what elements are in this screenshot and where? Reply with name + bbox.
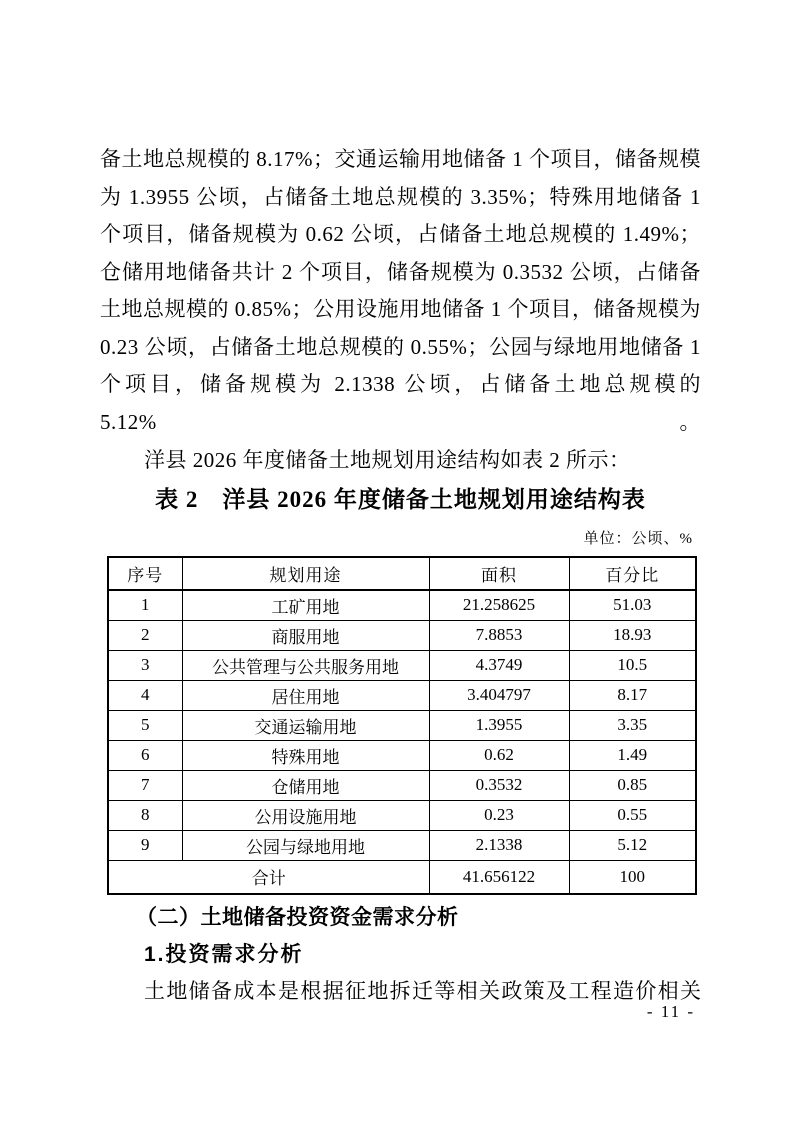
table-cell: 3.404797	[429, 680, 569, 710]
table-row	[108, 650, 696, 680]
page-number: - 11 -	[646, 1002, 696, 1021]
table-cell: 8	[108, 800, 182, 830]
table-cell: 商服用地	[182, 620, 429, 650]
table-header-cell: 规划用途	[182, 557, 429, 590]
table-cell: 8.17	[569, 680, 696, 710]
table-row	[108, 680, 696, 710]
table-total-row	[108, 860, 696, 894]
table-cell: 1.49	[569, 740, 696, 770]
table-cell: 0.23	[429, 800, 569, 830]
body-text-line: 0.23 公顷，占储备土地总规模的 0.55%；公园与绿地用地储备 1	[100, 334, 701, 359]
body-text-line: 土地总规模的 0.85%；公用设施用地储备 1 个项目，储备规模为	[100, 297, 701, 321]
table-cell: 3.35	[569, 710, 696, 740]
table-cell: 51.03	[569, 590, 696, 620]
table-cell: 0.85	[569, 770, 696, 800]
table-row	[108, 710, 696, 740]
section-heading-level2: （二）土地储备投资资金需求分析	[136, 905, 459, 929]
body-text-line: 仓储用地储备共计 2 个项目，储备规模为 0.3532 公顷，占储备	[100, 259, 701, 284]
table-intro-line: 洋县 2026 年度储备土地规划用途结构如表 2 所示：	[144, 448, 631, 472]
body-text-line: 备土地总规模的 8.17%；交通运输用地储备 1 个项目，储备规模	[100, 147, 701, 171]
table-unit-note: 单位：公顷、%	[583, 531, 693, 547]
table-cell: 2.1338	[429, 830, 569, 860]
table-row	[108, 620, 696, 650]
table-row	[108, 740, 696, 770]
body-paragraph	[100, 141, 701, 441]
table-cell: 6	[108, 740, 182, 770]
table-cell: 7	[108, 770, 182, 800]
table-cell: 特殊用地	[182, 740, 429, 770]
table-cell: 18.93	[569, 620, 696, 650]
table-row	[108, 590, 696, 620]
table-cell: 5.12	[569, 830, 696, 860]
body-text-line: 土地储备成本是根据征地拆迁等相关政策及工程造价相关	[144, 979, 701, 1003]
body-text-line: 个项目，储备规模为 0.62 公顷，占储备土地总规模的 1.49%；	[100, 222, 701, 246]
table-cell: 10.5	[569, 650, 696, 680]
table-row	[108, 557, 696, 590]
table-cell: 公用设施用地	[182, 800, 429, 830]
table-cell: 仓储用地	[182, 770, 429, 800]
body-text-line: 为 1.3955 公顷，占储备土地总规模的 3.35%；特殊用地储备 1	[100, 184, 701, 209]
table-body	[108, 590, 696, 894]
table-cell: 7.8853	[429, 620, 569, 650]
table-cell: 公共管理与公共服务用地	[182, 650, 429, 680]
table-header-cell: 百分比	[569, 557, 696, 590]
table-cell: 0.55	[569, 800, 696, 830]
table-header-cell: 面积	[429, 557, 569, 590]
table-row	[108, 800, 696, 830]
table-cell: 居住用地	[182, 680, 429, 710]
table-cell: 1	[108, 590, 182, 620]
table-cell: 0.3532	[429, 770, 569, 800]
table-cell: 交通运输用地	[182, 710, 429, 740]
table-cell: 工矿用地	[182, 590, 429, 620]
table-total-label: 合计	[108, 860, 429, 894]
table-header-row	[108, 557, 696, 590]
table-title: 表 2 洋县 2026 年度储备土地规划用途结构表	[155, 487, 646, 512]
section-heading-level3: 1.投资需求分析	[144, 943, 304, 966]
table-cell: 3	[108, 650, 182, 680]
table-cell: 5	[108, 710, 182, 740]
table-cell: 公园与绿地用地	[182, 830, 429, 860]
table-cell: 4	[108, 680, 182, 710]
table-row	[108, 770, 696, 800]
table-header-cell: 序号	[108, 557, 182, 590]
table-cell: 1.3955	[429, 710, 569, 740]
table-cell: 2	[108, 620, 182, 650]
table-cell: 4.3749	[429, 650, 569, 680]
table-cell: 21.258625	[429, 590, 569, 620]
body-text-line: 个项目，储备规模为 2.1338 公顷，占储备土地总规模的 5.12%。	[100, 372, 701, 434]
structure-table	[107, 556, 697, 895]
table-total-percent: 100	[569, 860, 696, 894]
table-row	[108, 830, 696, 860]
table-total-area: 41.656122	[429, 860, 569, 894]
table-cell: 9	[108, 830, 182, 860]
page-content	[100, 141, 701, 1010]
table-cell: 0.62	[429, 740, 569, 770]
